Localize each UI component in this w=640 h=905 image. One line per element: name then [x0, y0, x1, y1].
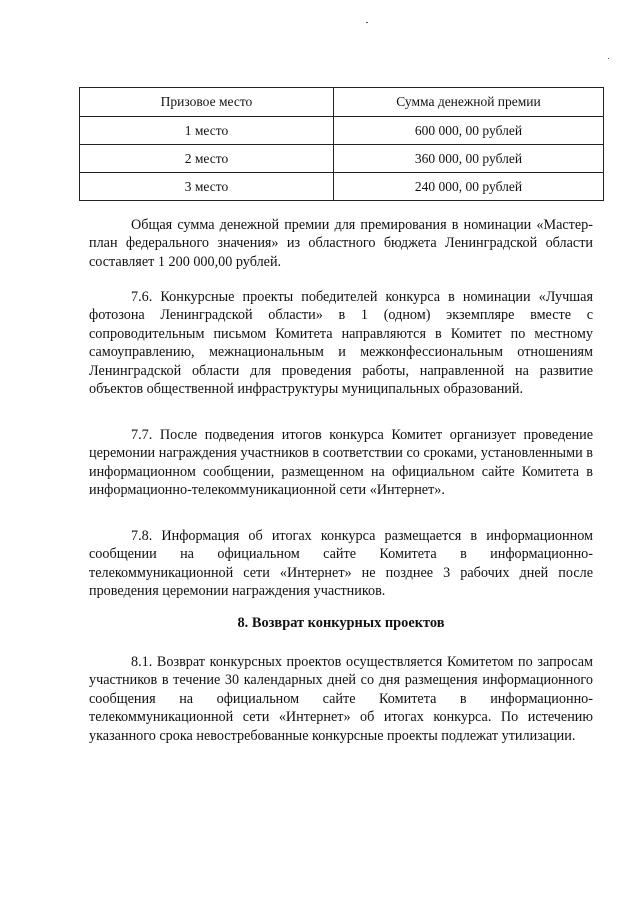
table-row — [80, 145, 604, 173]
prize-table — [79, 87, 604, 201]
paragraph-8-1 — [89, 653, 593, 745]
paragraph-text: 7.7. После подведения итогов конкурса Комитет организует проведение церемонии награждения участников в соответствии со сроками, установленными в информационном сообщении, размещенном на официальном сайте Комитета в информационно-телекоммуникационной сети «Интернет». — [89, 427, 593, 499]
prize-amount: 600 000, 00 рублей — [334, 117, 604, 145]
paragraph-text: 7.8. Информация об итогах конкурса размещается в информационном сообщении на официальном сайте Комитета в информационно-телекоммуникационной сети «Интернет» не позднее 3 рабочих дней после проведения церемонии награждения участников. — [89, 528, 593, 600]
paragraph-text: Общая сумма денежной премии для премирования в номинации «Мастер-план федерального значения» из областного бюджета Ленинградской области составляет 1 200 000,00 рублей. — [89, 217, 593, 270]
prize-amount: 240 000, 00 рублей — [334, 173, 604, 201]
scan-speck — [608, 58, 609, 59]
prize-place: 1 место — [80, 117, 334, 145]
paragraph-7-6 — [89, 288, 593, 398]
table-row — [80, 117, 604, 145]
paragraph-text: 8.1. Возврат конкурсных проектов осуществляется Комитетом по запросам участников в течение 30 календарных дней со дня размещения информационного сообщения на официальном сайте Комитета в информационно-телекоммуникационной сети «Интернет» об итогах конкурса. По истечению указанного срока невостребованные конкурсные проекты подлежат утилизации. — [89, 654, 593, 744]
paragraph-7-7 — [89, 426, 593, 500]
column-header-place: Призовое место — [80, 88, 334, 117]
prize-place: 2 место — [80, 145, 334, 173]
table-header-row — [80, 88, 604, 117]
paragraph-text: 7.6. Конкурсные проекты победителей конкурса в номинации «Лучшая фотозона Ленинградской области» в 1 (одном) экземпляре вместе с сопроводительным письмом Комитета направляются в Комитет по местному самоуправлению, межнациональным и межконфессиональным отношениям Ленинградской области для проведения работы, направленной на развитие объектов общественной инфраструктуры муниципальных образований. — [89, 289, 593, 398]
paragraph-7-8 — [89, 527, 593, 601]
paragraph-total-prize — [89, 216, 593, 271]
prize-amount: 360 000, 00 рублей — [334, 145, 604, 173]
section-heading: 8. Возврат конкурных проектов — [237, 615, 445, 631]
table-row — [80, 173, 604, 201]
scan-speck — [366, 22, 368, 23]
column-header-amount: Сумма денежной премии — [334, 88, 604, 117]
prize-place: 3 место — [80, 173, 334, 201]
